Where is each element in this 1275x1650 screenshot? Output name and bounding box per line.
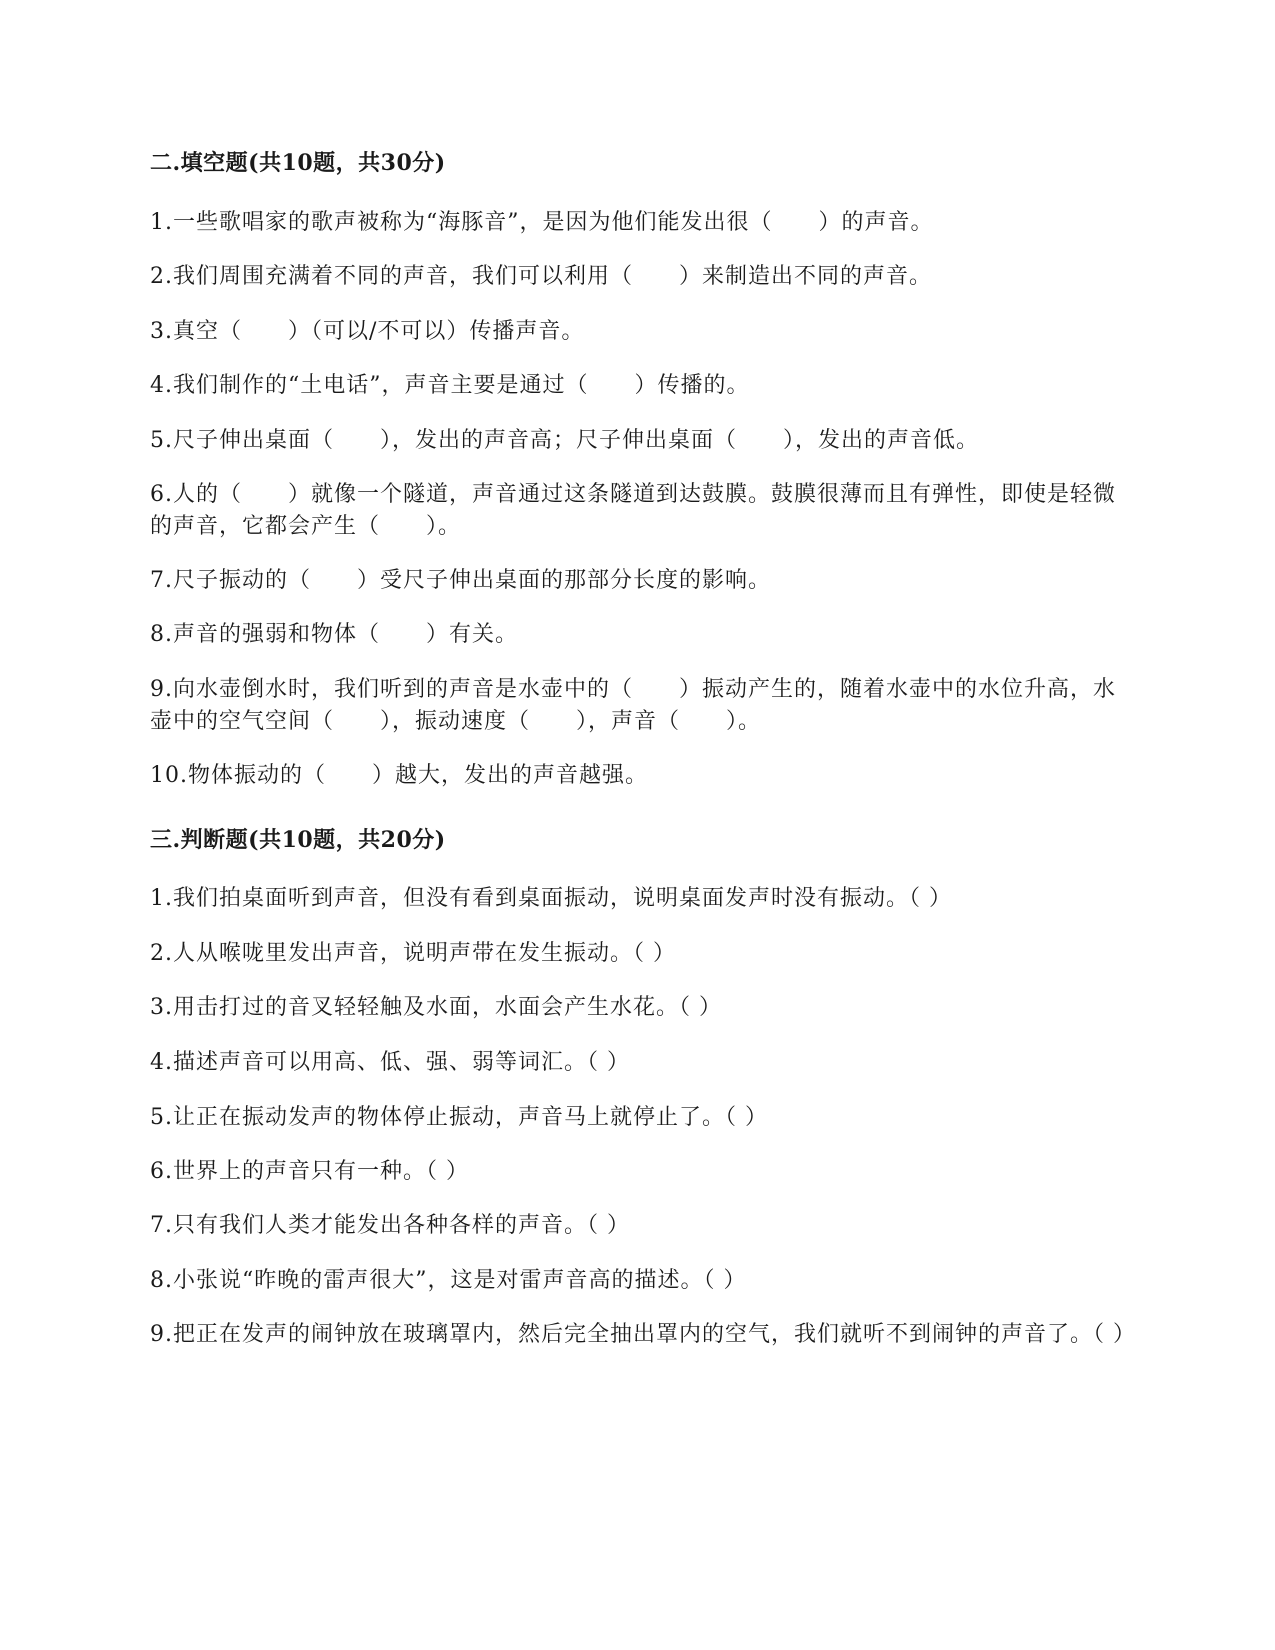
fill-blank-question-6: 6.人的（ ）就像一个隧道，声音通过这条隧道到达鼓膜。鼓膜很薄而且有弹性，即使是轻微的声音，它都会产生（ ）。 — [150, 482, 1116, 539]
judgement-question-2: 2.人从喉咙里发出声音，说明声带在发生振动。（ ） — [150, 941, 676, 966]
fill-blank-question-9: 9.向水壶倒水时，我们听到的声音是水壶中的（ ）振动产生的，随着水壶中的水位升高，水壶中的空气空间（ ），振动速度（ ），声音（ ）。 — [150, 677, 1116, 734]
judgement-question-5: 5.让正在振动发声的物体停止振动，声音马上就停止了。（ ） — [150, 1105, 768, 1130]
fill-blank-question-2: 2.我们周围充满着不同的声音，我们可以利用（ ）来制造出不同的声音。 — [150, 264, 932, 289]
judgement-question-3: 3.用击打过的音叉轻轻触及水面，水面会产生水花。（ ） — [150, 995, 722, 1020]
section-fill-blank-title: 二.填空题(共10题，共30分) — [150, 150, 446, 176]
judgement-question-8: 8.小张说“昨晚的雷声很大”，这是对雷声音高的描述。（ ） — [150, 1268, 747, 1293]
fill-blank-question-4: 4.我们制作的“土电话”，声音主要是通过（ ）传播的。 — [150, 373, 750, 398]
fill-blank-question-10: 10.物体振动的（ ）越大，发出的声音越强。 — [150, 763, 648, 788]
judgement-question-6: 6.世界上的声音只有一种。（ ） — [150, 1159, 469, 1184]
judgement-question-7: 7.只有我们人类才能发出各种各样的声音。（ ） — [150, 1213, 630, 1238]
fill-blank-question-8: 8.声音的强弱和物体（ ）有关。 — [150, 622, 518, 647]
section-judgement-title: 三.判断题(共10题，共20分) — [150, 827, 446, 853]
judgement-question-9: 9.把正在发声的闹钟放在玻璃罩内，然后完全抽出罩内的空气，我们就听不到闹钟的声音了。（ ） — [150, 1322, 1136, 1347]
judgement-question-4: 4.描述声音可以用高、低、强、弱等词汇。（ ） — [150, 1050, 630, 1075]
fill-blank-question-5: 5.尺子伸出桌面（ ），发出的声音高；尺子伸出桌面（ ），发出的声音低。 — [150, 428, 979, 453]
judgement-question-1: 1.我们拍桌面听到声音，但没有看到桌面振动，说明桌面发声时没有振动。（ ） — [150, 886, 952, 911]
fill-blank-question-7: 7.尺子振动的（ ）受尺子伸出桌面的那部分长度的影响。 — [150, 568, 771, 593]
fill-blank-question-1: 1.一些歌唱家的歌声被称为“海豚音”，是因为他们能发出很（ ）的声音。 — [150, 210, 934, 235]
fill-blank-question-3: 3.真空（ ）（可以/不可以）传播声音。 — [150, 319, 585, 344]
